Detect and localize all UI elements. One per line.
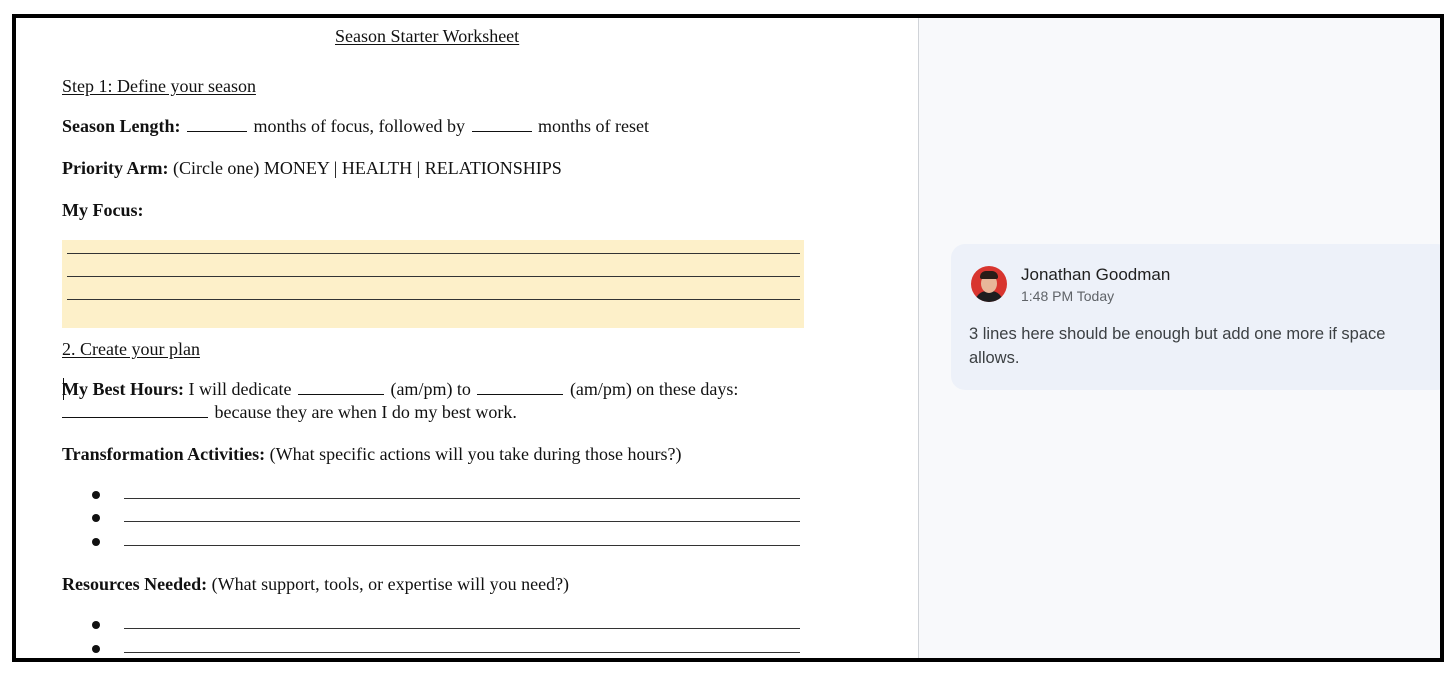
focus-highlight-box[interactable] [62, 240, 804, 328]
document-title: Season Starter Worksheet [335, 26, 520, 46]
best-hours-line-2 [62, 401, 517, 423]
comments-sidebar [918, 18, 1440, 658]
focus-label: My Focus: [62, 200, 144, 220]
resource-line-1[interactable] [124, 628, 800, 629]
priority-label: Priority Arm: [62, 158, 169, 178]
activities-label: Transformation Activities: [62, 444, 266, 464]
reset-months-blank[interactable] [472, 115, 532, 132]
season-length-label: Season Length: [62, 116, 181, 136]
focus-line-3 [67, 299, 800, 300]
avatar-hair [980, 271, 998, 279]
days-blank[interactable] [62, 401, 208, 418]
start-time-blank[interactable] [298, 378, 384, 395]
best-hours-b: (am/pm) to [390, 379, 471, 399]
activities-line [62, 443, 682, 465]
focus-line-1 [67, 253, 800, 254]
priority-options: (Circle one) MONEY | HEALTH | RELATIONSHIPS [172, 158, 562, 178]
step2-heading: 2. Create your plan [62, 339, 200, 359]
bullet-dot [92, 491, 100, 499]
season-length-mid: months of focus, followed by [253, 116, 466, 136]
bullet-dot [92, 645, 100, 653]
comment-timestamp: 1:48 PM Today [1021, 288, 1115, 304]
best-hours-a: I will dedicate [188, 379, 292, 399]
focus-line-2 [67, 276, 800, 277]
resource-line-2[interactable] [124, 652, 800, 653]
resources-label: Resources Needed: [62, 574, 208, 594]
best-hours-c: (am/pm) on these days: [569, 379, 739, 399]
document-page[interactable] [16, 18, 918, 658]
focus-months-blank[interactable] [187, 115, 247, 132]
best-hours-label: My Best Hours: [62, 379, 184, 399]
resources-line [62, 573, 569, 595]
comment-author: Jonathan Goodman [1021, 265, 1171, 284]
bullet-dot [92, 621, 100, 629]
best-hours-d: because they are when I do my best work. [214, 402, 517, 422]
window-frame [12, 14, 1444, 662]
priority-line [62, 157, 562, 179]
step1-heading: Step 1: Define your season [62, 76, 256, 96]
bullet-dot [92, 514, 100, 522]
resources-text: (What support, tools, or expertise will you need?) [211, 574, 570, 594]
comment-card[interactable] [951, 244, 1444, 390]
season-length-line [62, 115, 649, 137]
season-length-end: months of reset [538, 116, 649, 136]
activity-line-3[interactable] [124, 545, 800, 546]
end-time-blank[interactable] [477, 378, 563, 395]
best-hours-line [62, 378, 738, 400]
bullet-dot [92, 538, 100, 546]
activity-line-2[interactable] [124, 521, 800, 522]
activity-line-1[interactable] [124, 498, 800, 499]
activities-text: (What specific actions will you take during those hours?) [269, 444, 682, 464]
avatar [971, 266, 1007, 302]
comment-body: 3 lines here should be enough but add one more if space allows. [969, 325, 1386, 367]
